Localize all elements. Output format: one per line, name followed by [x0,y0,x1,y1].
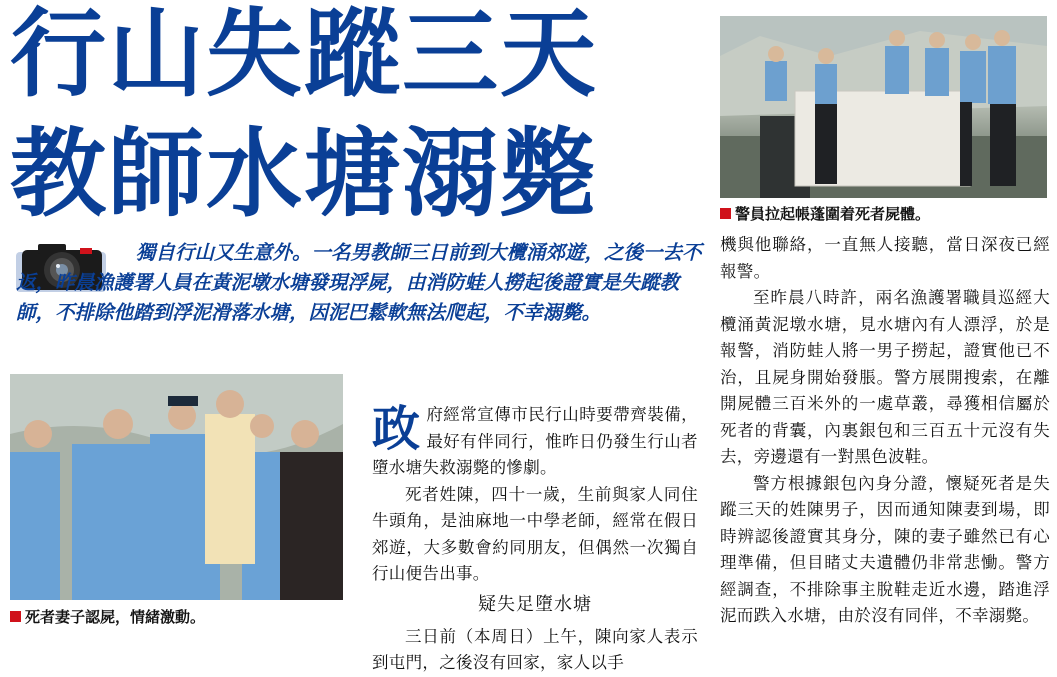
caption-text-top: 警員拉起帳蓬圍着死者屍體。 [735,205,931,223]
article-paragraph: 三日前（本周日）上午，陳向家人表示到屯門，之後沒有回家，家人以手 [372,626,698,672]
wife-identifies-body-photo [10,374,343,600]
police-tent-photo [720,16,1047,198]
article-paragraph [372,402,698,482]
headline-line-2: 教師水塘溺斃 [10,118,598,230]
caption-text-left: 死者妻子認屍，情緒激動。 [25,608,206,626]
photo-caption-top [720,203,930,224]
lead-paragraph: 獨自行山又生意外。一名男教師三日前到大欖涌郊遊，之後一去不返，昨晨漁護署人員在黃泥墩水塘發現浮屍，由消防蛙人撈起後證實是失蹤教師，不排除他踏到浮泥滑落水塘，因泥巴鬆軟無法爬起，不幸溺斃。 [16,241,702,324]
article-paragraph: 至昨晨八時許，兩名漁護署職員巡經大欖涌黃泥墩水塘，見水塘內有人漂浮，於是報警，消防蛙人將一男子撈起，證實他已不治，且屍身開始發脹。警方展開搜索，在離開屍體三百米外的一處草叢，尋獲相信屬於死者的背囊，內裏銀包和三百五十元沒有失去，旁邊還有一對黑色波鞋。 [720,288,1050,466]
caption-marker-icon [10,611,21,622]
photo-caption-left [10,606,205,627]
article-column-right [720,232,1050,630]
caption-marker-icon [720,208,731,219]
drop-cap: 政 [372,401,421,457]
headline-line-1: 行山失蹤三天 [10,0,598,110]
article-paragraph: 死者姓陳，四十一歲，生前與家人同住牛頭角，是油麻地一中學老師，經常在假日郊遊，大多數會約同朋友，但偶然一次獨自行山便告出事。 [372,484,698,583]
article-paragraph: 警方根據銀包內身分證，懷疑死者是失蹤三天的姓陳男子，因而通知陳妻到場，即時辨認後證實其身分，陳的妻子雖然已有心理準備，但目睹丈夫遺體仍非常悲慟。警方經調查，不排除事主脫鞋走近水邊，踏進浮泥而跌入水塘，由於沒有同伴，不幸溺斃。 [720,473,1050,625]
subheading: 疑失足墮水塘 [478,593,592,615]
police-tent-illustration [720,16,1047,198]
article-paragraph: 機與他聯絡，一直無人接聽，當日深夜已經報警。 [720,235,1050,281]
wife-photo-illustration [10,374,343,600]
paragraph-text: 府經常宣傳市民行山時要帶齊裝備，最好有伴同行，惟昨日仍發生行山者墮水塘失救溺斃的慘劇。 [372,405,698,477]
article-column-middle [372,402,698,677]
